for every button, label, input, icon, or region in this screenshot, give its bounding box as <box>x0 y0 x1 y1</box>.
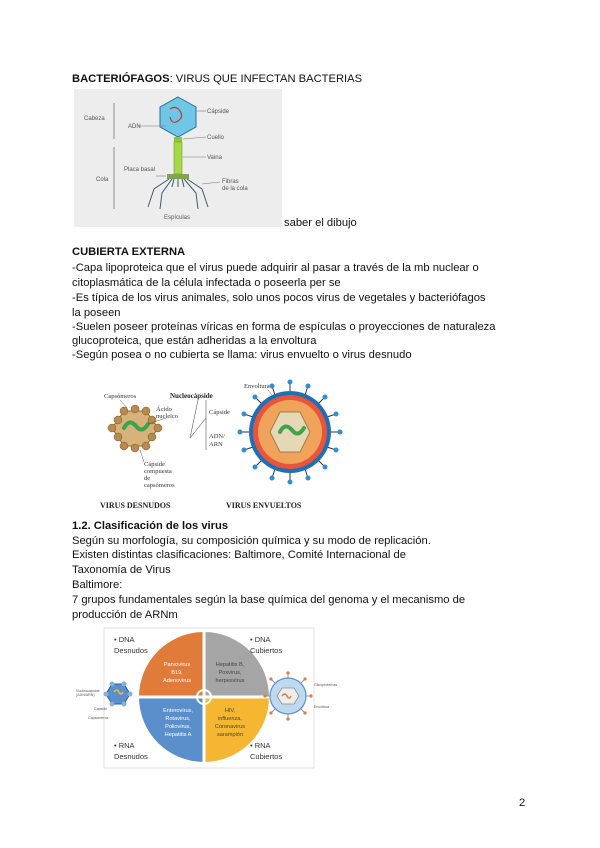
gray-text-1: Hepatitis B, <box>215 662 245 668</box>
label-comp-4: capsómeros <box>144 482 175 489</box>
label-virus-desnudos: VIRUS DESNUDOS <box>100 501 171 510</box>
label-acido-2: nucleico <box>156 413 179 420</box>
bacteriophage-figure <box>74 89 282 227</box>
clasificacion-line-1: Según su morfología, su composición química y su modo de replicación. <box>72 535 431 547</box>
label-espiculas: Espículas <box>164 215 191 221</box>
corner-tl-2: Desnudos <box>114 646 148 655</box>
cubierta-line-1: -Capa lipoproteica que el virus puede adquirir al pasar a través de la mb nuclear o <box>72 262 479 274</box>
label-acido-1: Ácido <box>156 406 172 413</box>
corner-tr-2: Cubiertos <box>250 646 283 655</box>
clasificacion-line-4: Baltimore: <box>72 579 123 591</box>
label-adn-arn-1: ADN/ <box>209 433 225 440</box>
label-virus-envueltos: VIRUS ENVUELTOS <box>226 501 302 510</box>
clasificacion-line-5: 7 grupos fundamentales según la base química del genoma y el mecanismo de <box>72 594 466 606</box>
cubierta-line-2: citoplasmática de la célula infectada o poseerla per se <box>72 277 341 289</box>
corner-tr-1: • DNA <box>250 635 271 644</box>
label-placa-basal: Placa basal <box>124 167 156 173</box>
yellow-text-4: sarampión <box>216 732 244 738</box>
label-nucleocapside: Nucleocápside <box>170 392 213 400</box>
clasificacion-heading: 1.2. Clasificación de los virus <box>72 520 229 532</box>
clasificacion-line-6: producción de ARNm <box>72 609 178 621</box>
phage-baseplate <box>167 174 189 179</box>
drawing-note: saber el dibujo <box>284 217 357 229</box>
corner-bl-1: • RNA <box>114 741 135 750</box>
label-fibras-1: Fibras <box>222 179 239 185</box>
corner-tl-1: • DNA <box>114 635 135 644</box>
orange-text-3: Adenovirus <box>163 678 191 684</box>
heading-bold: BACTERIÓFAGOS <box>72 73 170 85</box>
small-left-label-2: (ADN/ARN) <box>76 693 95 697</box>
naked-virus <box>108 405 162 452</box>
corner-br-2: Cubiertos <box>250 752 283 761</box>
cubierta-heading: CUBIERTA EXTERNA <box>72 246 186 258</box>
cubierta-line-6: glucoproteica, que están adheridas a la envoltura <box>72 335 317 347</box>
label-comp-1: Cápside <box>144 461 165 468</box>
label-cabeza: Cabeza <box>84 116 105 122</box>
label-capside: Cápside <box>207 109 230 115</box>
phage-sheath <box>174 142 182 174</box>
small-right-label-2: Envoltura <box>314 705 330 709</box>
bacteriophage-heading <box>72 72 362 88</box>
virus-envelope-figure <box>94 378 350 512</box>
heading-rest: : VIRUS QUE INFECTAN BACTERIAS <box>169 73 363 85</box>
label-adn-arn-2: ARN <box>209 441 223 448</box>
small-left-capsomeros: Capsómeros <box>88 716 109 720</box>
label-envoltura: Envoltura <box>244 383 270 390</box>
yellow-text-3: Coronavirus <box>214 724 246 730</box>
label-cola: Cola <box>96 177 109 183</box>
gray-text-2: Poxvirus, <box>218 670 242 676</box>
cubierta-line-4: la poseen <box>72 307 121 319</box>
blue-text-1: Enterovirus, <box>163 708 193 714</box>
label-capsomeros: Capsómeros <box>104 393 137 400</box>
small-right-label-1: Glicoproteínas <box>314 683 338 687</box>
label-fibras-2: de la cola <box>222 186 248 192</box>
yellow-text-2: influenza, <box>218 716 242 722</box>
label-comp-2: compuesta <box>144 468 172 475</box>
small-enveloped-virus <box>263 671 312 720</box>
small-left-label-1: Nucleocápside <box>76 689 100 693</box>
blue-text-3: Poliovirus, <box>165 724 191 730</box>
baltimore-figure <box>74 626 344 771</box>
label-vaina: Vaina <box>207 155 222 161</box>
enveloped-virus <box>238 380 343 485</box>
cubierta-line-3: -Es típica de los virus animales, solo unos pocos virus de vegetales y bacteriófagos <box>72 292 486 304</box>
page-number: 2 <box>519 797 526 809</box>
label-comp-3: de <box>144 475 151 482</box>
cubierta-line-5: -Suelen poseer proteínas víricas en forma de espículas o proyecciones de naturaleza <box>72 321 496 333</box>
label-capside-envuelto: Cápside <box>209 409 230 416</box>
nucleocapside-bracket <box>190 400 206 450</box>
cubierta-line-7: -Según posea o no cubierta se llama: virus envuelto o virus desnudo <box>72 349 412 361</box>
blue-text-4: Hepatitis A <box>164 732 192 738</box>
blue-text-2: Rotavirus, <box>165 716 191 722</box>
yellow-text-1: HIV, <box>224 708 236 714</box>
small-left-capside: Cápside <box>94 707 108 711</box>
label-cuello: Cuello <box>207 135 225 141</box>
orange-text-1: Parvovirus <box>163 662 191 668</box>
clasificacion-line-3: Taxonomía de Virus <box>72 564 171 576</box>
phage-collar <box>174 137 182 142</box>
clasificacion-line-2: Existen distintas clasificaciones: Baltimore, Comité Internacional de <box>72 549 406 561</box>
orange-text-2: B19, <box>171 670 183 676</box>
gray-text-3: herpesvirus <box>215 678 245 684</box>
corner-bl-2: Desnudos <box>114 752 148 761</box>
corner-br-1: • RNA <box>250 741 271 750</box>
label-adn: ADN <box>128 124 141 130</box>
